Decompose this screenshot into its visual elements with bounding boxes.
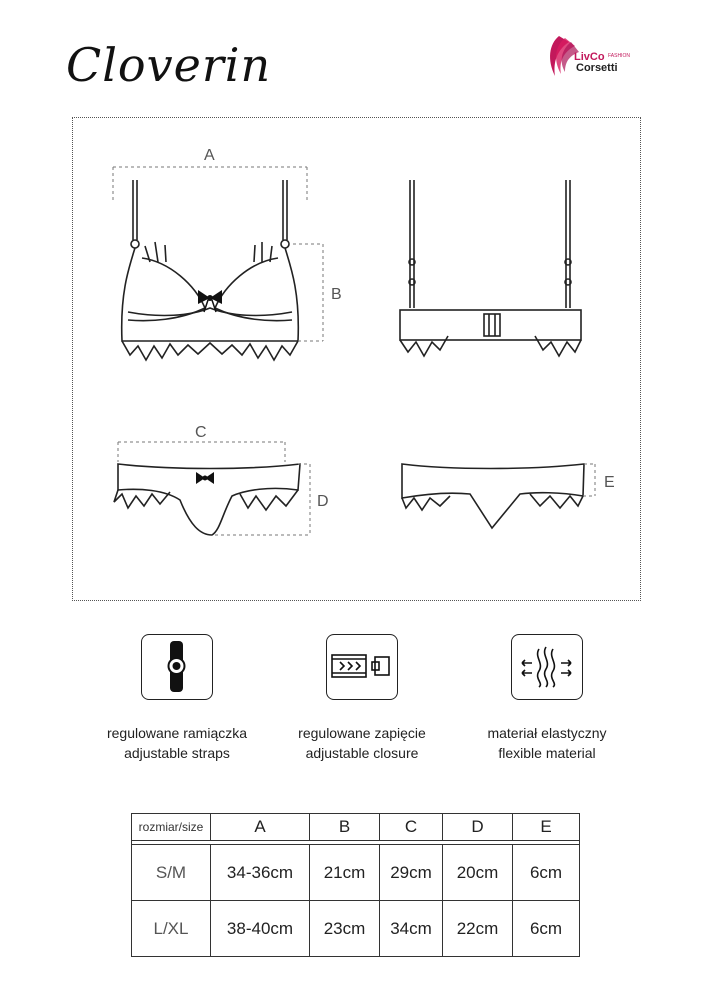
thong-back-drawing xyxy=(402,464,584,528)
size-table-col-b: B xyxy=(310,814,380,841)
size-table-cell: 34cm xyxy=(380,901,443,957)
size-table-header xyxy=(132,814,580,841)
logo-fashion: FASHION xyxy=(608,53,630,59)
size-table-cell: 6cm xyxy=(513,845,580,901)
dimension-d xyxy=(215,464,310,535)
size-table-cell: 34-36cm xyxy=(211,845,310,901)
strap-icon xyxy=(141,634,213,700)
dimension-label-c: C xyxy=(195,424,207,441)
size-table-cell: 6cm xyxy=(513,901,580,957)
size-table-cell: 22cm xyxy=(443,901,513,957)
size-table-cell: 21cm xyxy=(310,845,380,901)
size-table-cell: 20cm xyxy=(443,845,513,901)
thong-front-drawing xyxy=(114,464,300,535)
feature-closure-en: adjustable closure xyxy=(305,745,419,761)
size-table-cell: 23cm xyxy=(310,901,380,957)
size-table-size: L/XL xyxy=(132,901,211,957)
feature-elastic-pl: materiał elastyczny xyxy=(487,725,607,741)
dimension-c xyxy=(118,442,285,462)
feature-elastic xyxy=(452,723,642,763)
feature-closure-pl: regulowane zapięcie xyxy=(298,725,426,741)
dimension-e xyxy=(583,464,595,496)
size-table-cell: 29cm xyxy=(380,845,443,901)
size-table-header-label: rozmiar/size xyxy=(132,814,211,841)
size-table-col-a: A xyxy=(211,814,310,841)
feature-straps-en: adjustable straps xyxy=(124,745,230,761)
size-table xyxy=(131,813,580,957)
size-table-row xyxy=(132,901,580,957)
thong-bow-icon xyxy=(196,472,214,484)
feature-straps xyxy=(82,723,272,763)
logo-livco: LivCo xyxy=(574,51,605,63)
size-table-col-e: E xyxy=(513,814,580,841)
feature-elastic-en: flexible material xyxy=(498,745,596,761)
bra-back-drawing xyxy=(400,180,581,356)
feature-closure xyxy=(267,723,457,763)
dimension-label-b: B xyxy=(331,286,342,303)
size-table-cell: 38-40cm xyxy=(211,901,310,957)
elastic-material-icon xyxy=(511,634,583,700)
dimension-b xyxy=(293,244,323,341)
product-title: Cloverin xyxy=(66,38,272,92)
size-table-col-c: C xyxy=(380,814,443,841)
size-table-row xyxy=(132,845,580,901)
hook-closure-icon xyxy=(326,634,398,700)
dimension-label-d: D xyxy=(317,493,329,510)
size-table-size: S/M xyxy=(132,845,211,901)
size-table-col-d: D xyxy=(443,814,513,841)
logo-corsetti: Corsetti xyxy=(576,62,618,74)
dimension-label-a: A xyxy=(204,147,215,164)
dimension-label-e: E xyxy=(604,474,615,491)
bra-front-drawing xyxy=(122,180,299,360)
feature-straps-pl: regulowane ramiączka xyxy=(106,725,248,741)
dimension-a xyxy=(113,167,307,200)
